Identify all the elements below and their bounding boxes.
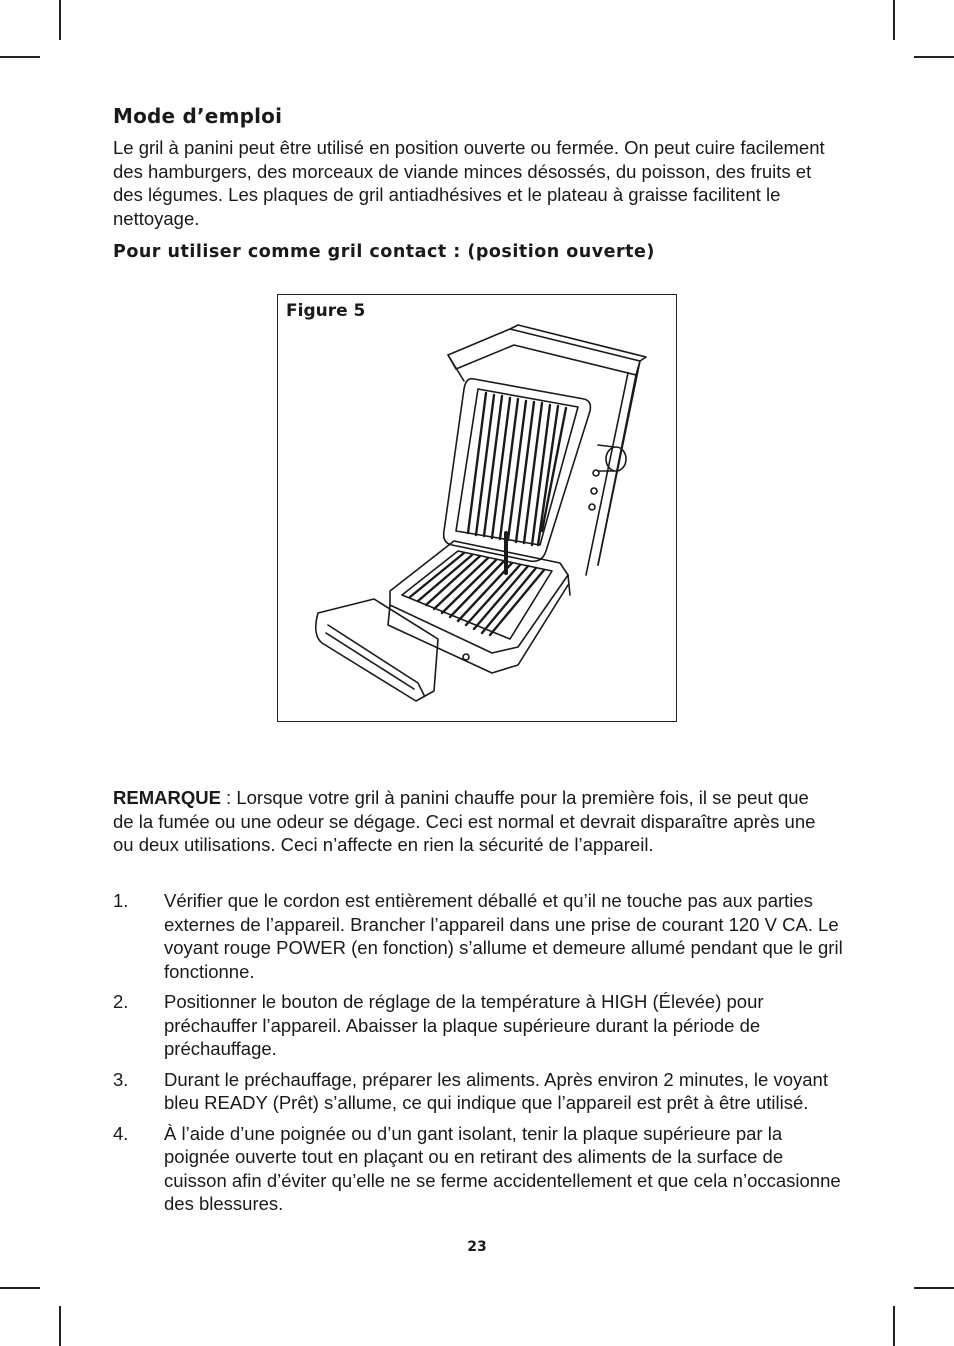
step-number: 3.: [113, 1068, 129, 1090]
intro-section: [113, 104, 843, 262]
crop-mark-top-left-vertical: [59, 0, 61, 40]
intro-paragraph: Le gril à panini peut être utilisé en position ouverte ou fermée. On peut cuire facilement des hamburgers, des morceaux de viande minces désossés, du poisson, des fruits et des légumes. Les plaques de gril antiadhésives et le plateau à graisse facilitent le nettoyage.: [113, 137, 825, 229]
list-item: [113, 1068, 843, 1115]
figure-label: Figure 5: [286, 301, 366, 321]
note-label: REMARQUE: [113, 787, 221, 808]
step-text: Vérifier que le cordon est entièrement déballé et qu’il ne touche pas aux parties externes de l’appareil. Brancher l’appareil dans une prise de courant 120 V CA. Le voyant rouge POWER (en fonction) s’allume et demeure allumé pendant que le gril fonctionne.: [164, 890, 843, 982]
step-number: 1.: [113, 890, 129, 911]
crop-mark-top-left-horizontal: [0, 56, 40, 58]
page-heading: Mode d’emploi: [113, 104, 283, 128]
crop-mark-bottom-left-vertical: [59, 1306, 61, 1346]
step-number: 2.: [113, 991, 129, 1012]
list-item: [113, 990, 843, 1061]
list-item: [113, 1122, 843, 1216]
list-item: [113, 889, 843, 983]
step-text: Durant le préchauffage, préparer les aliments. Après environ 2 minutes, le voyant bleu READY (Prêt) s’allume, ce qui indique que l’appareil est prêt à être utilisé.: [164, 1068, 828, 1113]
crop-mark-bottom-right-vertical: [893, 1306, 895, 1346]
step-text: À l’aide d’une poignée ou d’un gant isolant, tenir la plaque supérieure par la poignée ouverte tout en plaçant ou en retirant des aliments de la surface de cuisson afin d’éviter qu’elle ne se ferme accidentellement et que cela n’occasionne des blessures.: [164, 1122, 841, 1214]
open-panini-grill-illustration: [278, 295, 678, 723]
page-number: 23: [467, 1239, 487, 1255]
crop-mark-top-right-vertical: [893, 0, 895, 40]
figure-box: [277, 294, 677, 722]
crop-mark-bottom-left-horizontal: [0, 1287, 40, 1289]
step-number: 4.: [113, 1122, 129, 1144]
step-text: Positionner le bouton de réglage de la température à HIGH (Élevée) pour préchauffer l’appareil. Abaisser la plaque supérieure durant la période de préchauffage.: [164, 991, 764, 1059]
subheading: Pour utiliser comme gril contact : (position ouverte): [113, 242, 655, 262]
note-text: : Lorsque votre gril à panini chauffe pour la première fois, il se peut que de la fumée ou une odeur se dégage. Ceci est normal et devrait disparaître après une ou deux utilisations. Ceci n’affecte en rien la sécurité de l’appareil.: [113, 787, 816, 855]
crop-mark-top-right-horizontal: [914, 56, 954, 58]
crop-mark-bottom-right-horizontal: [914, 1287, 954, 1289]
note-paragraph: [113, 786, 833, 857]
instruction-steps: [113, 889, 843, 1223]
